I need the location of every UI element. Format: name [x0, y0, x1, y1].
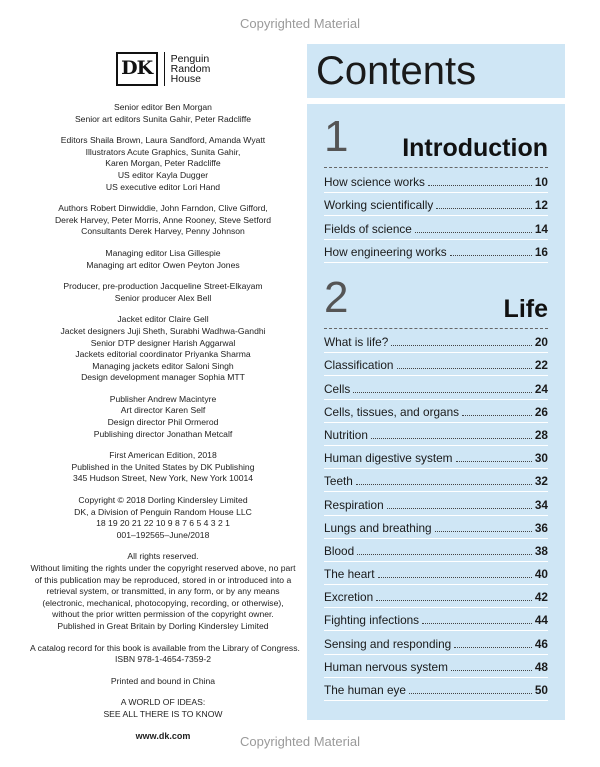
entry-page-number: 36 — [534, 520, 548, 535]
credit-value: Published in the United States by DK Publishing — [71, 461, 255, 472]
dot-leader — [428, 185, 532, 186]
entry-title: What is life? — [324, 335, 389, 350]
entry-page-number: 44 — [534, 613, 548, 628]
credit-line — [30, 575, 296, 587]
credit-line — [30, 338, 296, 350]
credits — [30, 102, 300, 721]
credit-label: Jacket editor — [117, 314, 167, 325]
credit-label: Managing jackets editor — [92, 360, 184, 371]
entry-title: Nutrition — [324, 427, 368, 442]
dot-leader — [422, 623, 532, 624]
entry-page-number: 16 — [534, 244, 548, 259]
contents-entry[interactable] — [324, 469, 548, 492]
entry-title: Fields of science — [324, 221, 412, 236]
dot-leader — [451, 670, 532, 671]
section-title: Introduction — [402, 134, 548, 162]
contents-entry[interactable] — [324, 400, 548, 423]
credit-line — [30, 182, 296, 194]
entry-title: Working scientifically — [324, 198, 434, 213]
contents-entry[interactable] — [324, 562, 548, 585]
dot-leader — [387, 508, 532, 509]
credit-value: 001–192565–June/2018 — [116, 529, 210, 540]
contents-entry[interactable] — [324, 655, 548, 678]
credit-value: All rights reserved. — [127, 551, 199, 562]
credit-line — [30, 260, 296, 272]
entry-title: How engineering works — [324, 244, 447, 259]
entry-page-number: 38 — [534, 543, 548, 558]
dot-leader — [376, 600, 532, 601]
credit-value: without the prior written permission of the copyright owner. — [52, 609, 274, 620]
credit-label: Senior editor — [114, 102, 163, 112]
credit-block — [30, 642, 300, 666]
credit-value: A catalog record for this book is available from the Library of Congress. — [30, 642, 300, 653]
credit-value: Copyright © 2018 Dorling Kindersley Limited — [78, 495, 248, 506]
entry-title: Fighting infections — [324, 613, 420, 628]
contents-entry[interactable] — [324, 608, 548, 631]
credit-line — [30, 405, 296, 417]
entry-page-number: 12 — [534, 198, 548, 213]
logo-divider — [164, 52, 165, 86]
credit-line — [30, 676, 296, 688]
entry-page-number: 34 — [534, 497, 548, 512]
dot-leader — [436, 208, 532, 209]
dot-leader — [454, 647, 532, 648]
credit-value: DK, a Division of Penguin Random House LLC — [74, 506, 252, 517]
penguin-random-house-logo — [171, 54, 211, 84]
section-header-introduction — [324, 111, 548, 168]
credit-value: 18 19 20 21 22 10 9 8 7 6 5 4 3 2 1 — [96, 518, 230, 529]
contents-title: Contents — [316, 49, 477, 93]
contents-entry[interactable] — [324, 492, 548, 515]
credit-line — [30, 462, 296, 474]
credit-block — [30, 314, 296, 384]
entry-page-number: 24 — [534, 381, 548, 396]
dot-leader — [462, 415, 532, 416]
credit-label: Managing editor — [105, 247, 168, 258]
section-entries-introduction — [324, 170, 548, 263]
entry-page-number: 42 — [534, 590, 548, 605]
credit-block — [30, 495, 296, 541]
credit-line — [30, 135, 296, 147]
credit-value: Saloni Singh — [185, 360, 234, 371]
contents-entry[interactable] — [324, 516, 548, 539]
contents-entry[interactable] — [324, 353, 548, 376]
credit-line — [30, 429, 296, 441]
dot-leader — [397, 368, 532, 369]
credit-value: of this publication may be reproduced, stored in or introduced into a — [34, 574, 292, 585]
credit-label: US editor — [117, 169, 154, 180]
credit-line — [30, 563, 296, 575]
entry-page-number: 28 — [534, 427, 548, 442]
credit-value: ISBN 978-1-4654-7359-2 — [114, 654, 212, 665]
credit-line — [30, 709, 296, 721]
credit-label: Consultants — [81, 226, 127, 237]
contents-entry[interactable] — [324, 216, 548, 239]
credit-value: Phil Ormerod — [167, 417, 219, 428]
credit-label: Senior DTP designer — [90, 337, 171, 348]
credit-value: Karen Morgan, Peter Radcliffe — [105, 158, 221, 169]
credit-line — [30, 314, 296, 326]
credit-value: Robert Dinwiddie, John Farndon, Clive Gifford, — [90, 203, 268, 214]
watermark-bottom: Copyrighted Material — [240, 734, 360, 749]
credit-label: Authors — [58, 203, 88, 214]
credit-value: Without limiting the rights under the copyright reserved above, no part — [30, 563, 296, 573]
credit-line — [30, 507, 296, 519]
entry-page-number: 20 — [534, 335, 548, 350]
credit-label: Design director — [107, 417, 166, 428]
credit-value: Alex Bell — [177, 292, 212, 303]
credit-line — [30, 203, 296, 215]
credit-value: Derek Harvey, Penny Johnson — [128, 226, 245, 237]
section-entries-life — [324, 330, 548, 701]
credit-value: Owen Peyton Jones — [162, 259, 240, 270]
credit-line — [30, 642, 300, 655]
entry-title: Human digestive system — [324, 451, 453, 466]
dot-leader — [371, 438, 532, 439]
credit-block — [30, 551, 296, 632]
credit-line — [30, 293, 296, 305]
credit-label: Publishing director — [93, 428, 165, 439]
dot-leader — [450, 255, 532, 256]
credit-value: Claire Gell — [168, 314, 209, 325]
entry-title: Human nervous system — [324, 659, 448, 674]
credit-value: Sunita Gahir, Peter Radcliffe — [142, 113, 252, 124]
credit-value: Derek Harvey, Peter Morris, Anne Rooney, Steve Setford — [54, 214, 272, 225]
credit-line — [30, 281, 296, 293]
credit-label: Design development manager — [81, 372, 196, 383]
contents-entry[interactable] — [324, 240, 548, 263]
credit-label: US executive editor — [105, 181, 181, 192]
credit-line — [30, 609, 296, 621]
entry-title: Blood — [324, 543, 355, 558]
contents-entry[interactable] — [324, 376, 548, 399]
entry-page-number: 50 — [534, 683, 548, 697]
credit-label: Illustrators — [85, 146, 126, 157]
credit-line — [30, 654, 296, 666]
entry-page-number: 30 — [534, 451, 548, 466]
entry-page-number: 40 — [534, 567, 548, 582]
section-number: 1 — [324, 112, 349, 161]
credit-value: Acute Graphics, Sunita Gahir, — [127, 146, 241, 157]
credit-line — [30, 518, 296, 530]
publisher-logo — [30, 52, 296, 86]
entry-page-number: 26 — [534, 404, 548, 419]
credit-value: (electronic, mechanical, photocopying, recording, or otherwise), — [42, 597, 284, 608]
credit-line — [30, 551, 296, 563]
entry-title: Teeth — [324, 474, 353, 489]
credit-line — [30, 102, 296, 114]
credit-line — [30, 495, 296, 507]
entry-page-number: 14 — [534, 221, 548, 236]
credit-value: 345 Hudson Street, New York, New York 10014 — [72, 473, 254, 484]
section-number: 2 — [324, 273, 349, 322]
credit-line — [30, 170, 296, 182]
entry-page-number: 48 — [534, 659, 548, 674]
entry-page-number: 22 — [534, 358, 548, 373]
credit-value: Harish Aggarwal — [172, 337, 236, 348]
credit-line — [30, 248, 296, 260]
section-header-life — [324, 272, 548, 329]
credit-line — [30, 394, 296, 406]
credit-line — [30, 215, 296, 227]
credit-value: Lisa Gillespie — [169, 247, 221, 258]
credit-label: Jackets editorial coordinator — [75, 349, 183, 360]
credit-block — [30, 450, 296, 485]
entry-page-number: 32 — [534, 474, 548, 489]
credit-block — [30, 203, 296, 238]
credit-value: A WORLD OF IDEAS: — [120, 697, 206, 708]
contents-entry[interactable] — [324, 446, 548, 469]
credit-label: Managing art editor — [86, 259, 161, 270]
entry-title: Classification — [324, 358, 394, 373]
dot-leader — [415, 232, 532, 233]
dot-leader — [456, 461, 532, 462]
credit-line — [30, 417, 296, 429]
credit-label: Art director — [120, 405, 163, 416]
dot-leader — [435, 531, 532, 532]
credit-value: Andrew Macintyre — [147, 393, 217, 404]
credit-value: Kayla Dugger — [156, 169, 209, 180]
credit-line — [30, 697, 296, 709]
imprint-column — [30, 52, 300, 742]
entry-page-number: 10 — [534, 175, 548, 190]
credit-value: Priyanka Sharma — [184, 349, 251, 360]
credit-line — [30, 147, 296, 159]
credit-label: Editors — [60, 135, 88, 146]
credit-line — [30, 372, 296, 384]
logo-line: Random — [170, 63, 211, 75]
credit-block — [30, 676, 296, 688]
credit-value: Published in Great Britain by Dorling Kindersley Limited — [57, 620, 269, 631]
dot-leader — [357, 554, 532, 555]
contents-entry[interactable] — [324, 423, 548, 446]
contents-entry[interactable] — [324, 330, 548, 353]
credit-value: First American Edition, 2018 — [109, 450, 217, 461]
credit-line — [30, 349, 296, 361]
credit-value: Jacqueline Street-Elkayam — [160, 281, 263, 292]
credit-value: SEE ALL THERE IS TO KNOW — [103, 708, 223, 719]
credit-line — [30, 114, 296, 126]
dot-leader — [356, 484, 532, 485]
credit-line — [30, 226, 296, 238]
credit-line — [30, 158, 296, 170]
credit-line — [30, 326, 296, 338]
section-title: Life — [503, 295, 548, 323]
credit-block — [30, 248, 296, 271]
credit-label: Jacket designers — [60, 325, 125, 336]
credit-block — [30, 102, 296, 125]
entry-page-number: 46 — [534, 636, 548, 651]
credit-line — [30, 598, 296, 610]
watermark-top: Copyrighted Material — [240, 16, 360, 31]
credit-line — [30, 530, 296, 542]
dot-leader — [353, 392, 532, 393]
logo-line: House — [170, 73, 201, 85]
entry-title: Lungs and breathing — [324, 520, 432, 535]
entry-title: How science works — [324, 175, 425, 190]
contents-entry[interactable] — [324, 193, 548, 216]
dk-logo: DK — [116, 52, 158, 86]
dot-leader — [409, 693, 532, 694]
credit-line — [30, 361, 296, 373]
credit-line — [30, 586, 296, 598]
website-url: www.dk.com — [135, 730, 191, 741]
credit-line — [30, 473, 296, 485]
credit-block — [30, 697, 296, 720]
contents-entry[interactable] — [324, 678, 548, 701]
dot-leader — [391, 345, 532, 346]
entry-title: The heart — [324, 567, 375, 582]
credit-value: Printed and bound in China — [110, 675, 216, 686]
contents-entry[interactable] — [324, 170, 548, 193]
entry-title: Excretion — [324, 590, 374, 605]
entry-title: The human eye — [324, 683, 406, 697]
credit-value: Jonathan Metcalf — [166, 428, 233, 439]
contents-entry[interactable] — [324, 631, 548, 654]
contents-entry[interactable] — [324, 539, 548, 562]
contents-entry[interactable] — [324, 585, 548, 608]
credit-label: Senior art editors — [74, 113, 141, 124]
credit-block — [30, 394, 296, 440]
entry-title: Cells, tissues, and organs — [324, 404, 460, 419]
credit-label: Publisher — [109, 393, 146, 404]
credit-value: retrieval system, or transmitted, in any form, or by any means — [46, 586, 280, 597]
entry-title: Respiration — [324, 497, 384, 512]
entry-title: Sensing and responding — [324, 636, 452, 651]
credit-line — [30, 621, 296, 633]
credit-value: Juji Sheth, Surabhi Wadhwa-Gandhi — [127, 325, 266, 336]
credit-value: Karen Self — [165, 405, 206, 416]
credit-value: Shaila Brown, Laura Sandford, Amanda Wyatt — [89, 135, 266, 146]
credit-label: Senior producer — [114, 292, 176, 303]
entry-title: Cells — [324, 381, 351, 396]
credit-value: Lori Hand — [182, 181, 221, 192]
credit-label: Producer, pre-production — [63, 281, 158, 292]
credit-block — [30, 135, 296, 193]
credit-block — [30, 281, 296, 304]
credit-value: Sophia MTT — [198, 372, 245, 383]
credit-value: Ben Morgan — [165, 102, 212, 112]
dot-leader — [378, 577, 532, 578]
credit-line — [30, 450, 296, 462]
logo-line: Penguin — [170, 53, 210, 65]
